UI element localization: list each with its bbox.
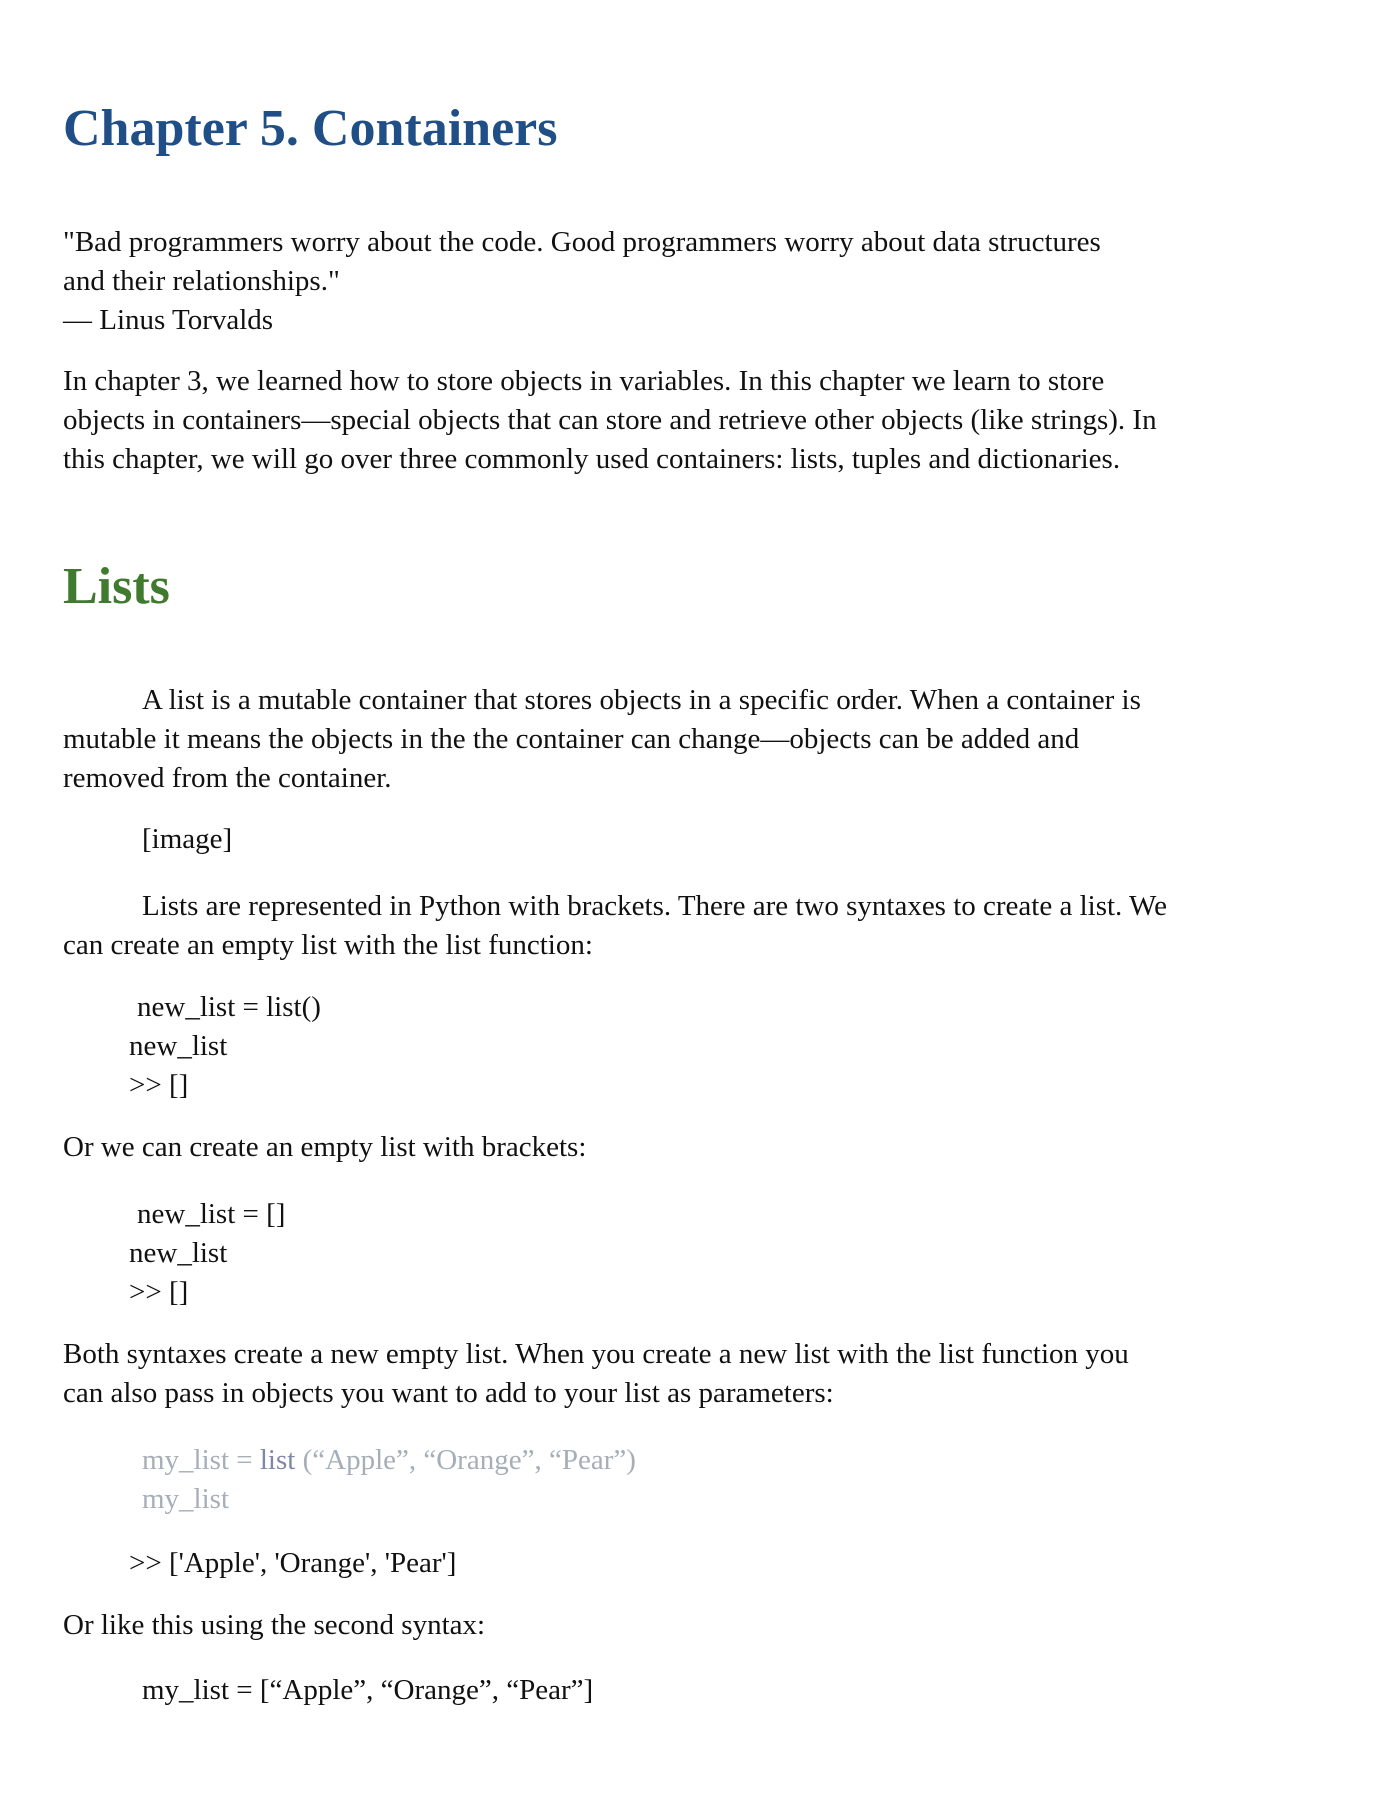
quote-line-1: "Bad programmers worry about the code. Good programmers worry about data structures [63, 226, 1101, 258]
code-3-keyword: list [259, 1444, 296, 1476]
section-title-lists: Lists [63, 558, 170, 615]
lists-para-1-line-3: removed from the container. [63, 762, 392, 794]
code-1-line-2: new_list [129, 1030, 228, 1062]
code-3-line-2: my_list [142, 1483, 230, 1515]
code-3-output: >> ['Apple', 'Orange', 'Pear'] [129, 1547, 457, 1579]
document-page [63, 0, 1333, 1800]
lists-para-4-line-1: Both syntaxes create a new empty list. When you create a new list with the list function you [63, 1338, 1129, 1370]
lists-para-3: Or we can create an empty list with brackets: [63, 1131, 587, 1163]
lists-para-1-line-2: mutable it means the objects in the the container can change—objects can be added and [63, 723, 1080, 755]
code-2-line-2: new_list [129, 1237, 228, 1269]
quote-author: — Linus Torvalds [63, 304, 274, 336]
code-3-args: (“Apple”, “Orange”, “Pear”) [295, 1444, 636, 1476]
intro-line-2: objects in containers—special objects that can store and retrieve other objects (like strings). In [63, 404, 1157, 436]
code-3-line-1 [142, 1441, 636, 1480]
code-3-prefix: my_list = [142, 1444, 260, 1476]
code-4-line-1: my_list = [“Apple”, “Orange”, “Pear”] [142, 1674, 594, 1706]
image-placeholder: [image] [142, 823, 233, 855]
code-1-output: >> [] [129, 1069, 189, 1101]
lists-para-2-line-2: can create an empty list with the list function: [63, 929, 593, 961]
code-2-line-1: new_list = [] [137, 1198, 286, 1230]
lists-para-5: Or like this using the second syntax: [63, 1609, 486, 1641]
lists-para-1-line-1: A list is a mutable container that stores objects in a specific order. When a container is [142, 684, 1141, 716]
intro-line-3: this chapter, we will go over three commonly used containers: lists, tuples and dictionaries. [63, 443, 1121, 475]
code-1-line-1: new_list = list() [137, 991, 321, 1023]
lists-para-4-line-2: can also pass in objects you want to add to your list as parameters: [63, 1377, 834, 1409]
code-2-output: >> [] [129, 1276, 189, 1308]
quote-line-2: and their relationships." [63, 265, 340, 297]
intro-line-1: In chapter 3, we learned how to store objects in variables. In this chapter we learn to store [63, 365, 1105, 397]
lists-para-2-line-1: Lists are represented in Python with brackets. There are two syntaxes to create a list. We [142, 890, 1167, 922]
chapter-title: Chapter 5. Containers [63, 100, 558, 157]
